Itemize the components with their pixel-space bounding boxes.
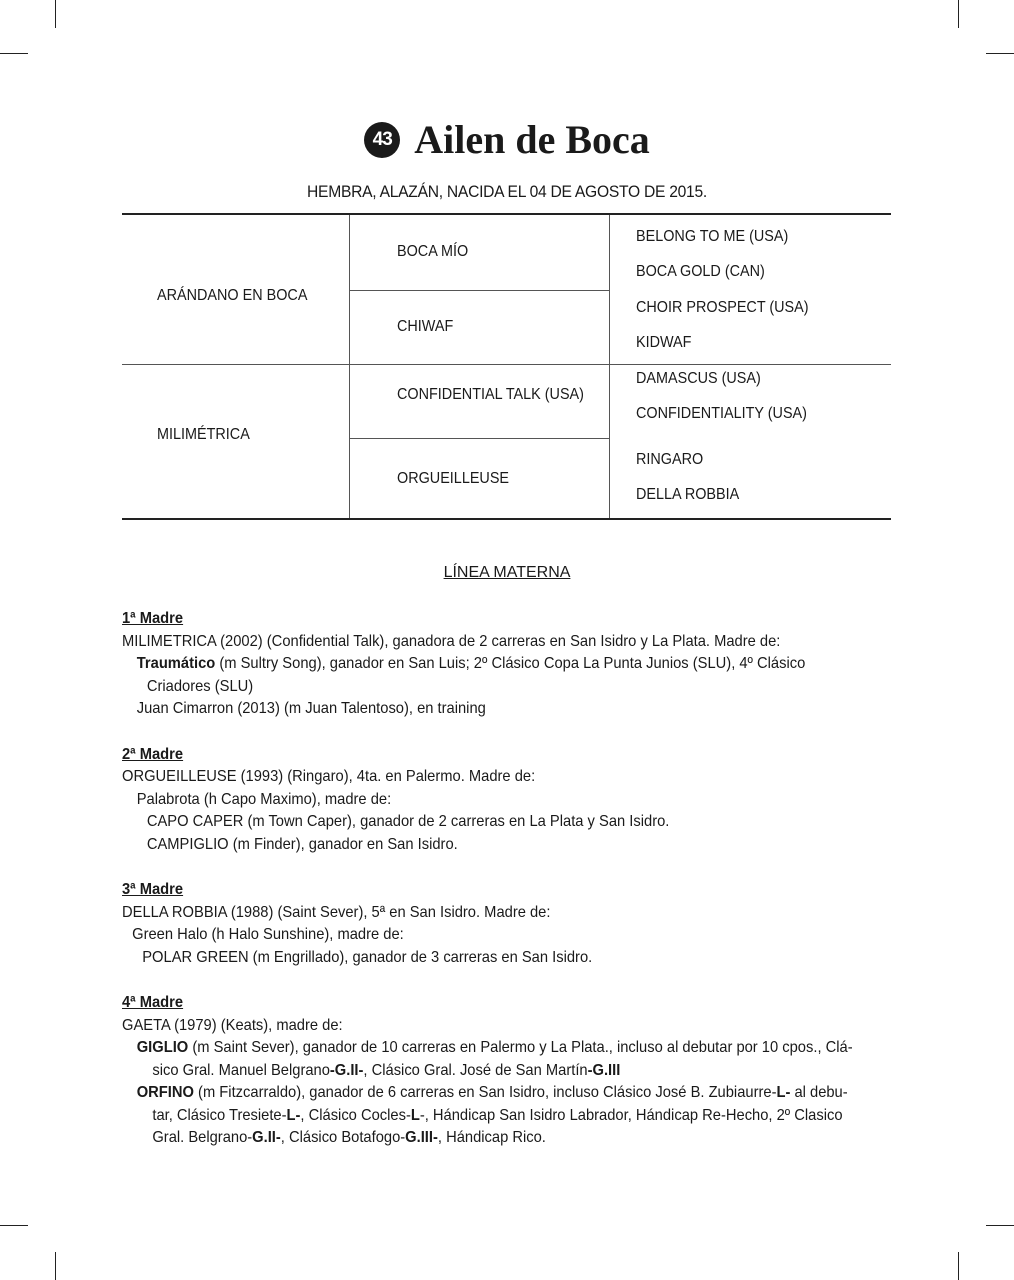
offspring-entry xyxy=(122,1037,853,1060)
offspring-text: sico Gral. Manuel Belgrano xyxy=(152,1061,330,1079)
crop-mark xyxy=(958,1252,959,1280)
pedigree-dam-dam: ORGUEILLEUSE xyxy=(397,470,510,487)
offspring-text: Gral. Belgrano- xyxy=(152,1129,253,1146)
offspring-text: , Clásico Gral. José de San Martín xyxy=(363,1061,588,1079)
offspring-text: al debu- xyxy=(790,1084,848,1101)
offspring-continuation xyxy=(122,1105,843,1128)
second-dam-heading: 2ª Madre xyxy=(122,745,184,763)
pedigree-gen3: CONFIDENTIALITY (USA) xyxy=(636,405,807,422)
offspring-entry xyxy=(122,653,840,676)
offspring-text: , Clásico Cocles- xyxy=(300,1106,411,1124)
pedigree-dam: MILIMÉTRICA xyxy=(157,426,250,443)
maternal-line-title: LÍNEA MATERNA xyxy=(443,564,571,581)
offspring-continuation xyxy=(122,1127,840,1150)
third-dam-heading: 3ª Madre xyxy=(122,881,184,898)
row-divider xyxy=(349,438,609,439)
pedigree-gen3: KIDWAF xyxy=(636,334,692,351)
second-dam-line: ORGUEILLEUSE (1993) (Ringaro), 4ta. en Palermo. Madre de: xyxy=(122,768,536,785)
column-divider xyxy=(349,215,350,518)
offspring-text: , Hándicap Rico. xyxy=(437,1129,546,1146)
offspring-entry: Palabrota (h Capo Maximo), madre de: xyxy=(136,790,392,808)
offspring-continuation xyxy=(122,1060,840,1083)
grade-label: -G.III xyxy=(587,1061,621,1079)
pedigree-table xyxy=(122,213,891,520)
pedigree-gen3: BELONG TO ME (USA) xyxy=(636,228,789,245)
first-dam-heading: 1ª Madre xyxy=(122,610,184,627)
offspring-text: -, Hándicap San Isidro Labrador, Hándicap Re-Hecho, 2º Clasico xyxy=(419,1106,843,1124)
pedigree-dam-sire: CONFIDENTIAL TALK (USA) xyxy=(397,386,584,403)
crop-mark xyxy=(0,53,28,54)
offspring-name: ORFINO xyxy=(136,1084,194,1101)
offspring-name: Traumático xyxy=(136,655,216,672)
grand-offspring-entry: CAPO CAPER (m Town Caper), ganador de 2 carreras en La Plata y San Isidro. xyxy=(146,813,670,830)
crop-mark xyxy=(0,1225,28,1226)
pedigree-sire: ARÁNDANO EN BOCA xyxy=(157,287,308,304)
offspring-text: (m Sultry Song), ganador en San Luis; 2º Clásico Copa La Punta Junios (SLU), 4º Clásico xyxy=(215,655,806,672)
offspring-entry xyxy=(122,1082,848,1105)
grade-label: L- xyxy=(776,1084,791,1101)
fourth-dam-line: GAETA (1979) (Keats), madre de: xyxy=(122,1016,343,1034)
offspring-text: (m Fitzcarraldo), ganador de 6 carreras en San Isidro, incluso Clásico José B. Zubiaurre- xyxy=(193,1084,777,1101)
pedigree-gen3: DAMASCUS (USA) xyxy=(636,370,761,387)
grand-offspring-entry: CAMPIGLIO (m Finder), ganador en San Isidro. xyxy=(146,835,458,853)
pedigree-sire-dam: CHIWAF xyxy=(397,318,454,335)
horse-description: HEMBRA, ALAZÁN, NACIDA EL 04 DE AGOSTO DE 2015. xyxy=(307,182,707,201)
offspring-name: GIGLIO xyxy=(136,1039,189,1056)
offspring-text: (m Saint Sever), ganador de 10 carreras en Palermo y La Plata., incluso al debutar por 10 cpos., Clá- xyxy=(188,1039,853,1056)
pedigree-gen3: DELLA ROBBIA xyxy=(636,486,740,503)
grade-label: G.II- xyxy=(252,1129,281,1146)
grade-label: G.III- xyxy=(405,1129,438,1146)
fourth-dam-heading: 4ª Madre xyxy=(122,994,184,1011)
column-divider xyxy=(609,215,610,518)
row-divider xyxy=(122,364,891,365)
grand-offspring-entry: POLAR GREEN (m Engrillado), ganador de 3 carreras en San Isidro. xyxy=(142,948,593,966)
offspring-entry: Green Halo (h Halo Sunshine), madre de: xyxy=(132,926,404,943)
crop-mark xyxy=(958,0,959,28)
spacer xyxy=(122,969,902,992)
third-dam-line: DELLA ROBBIA (1988) (Saint Sever), 5ª en San Isidro. Madre de: xyxy=(122,903,551,921)
table-rule-top xyxy=(122,213,891,215)
crop-mark xyxy=(986,53,1014,54)
crop-mark xyxy=(55,0,56,28)
lot-number-badge: 43 xyxy=(364,122,400,158)
horse-name: Ailen de Boca xyxy=(414,117,650,162)
crop-mark xyxy=(55,1252,56,1280)
lot-header xyxy=(0,114,1014,166)
pedigree-gen3: BOCA GOLD (CAN) xyxy=(636,263,765,280)
crop-mark xyxy=(986,1225,1014,1226)
table-rule-bottom xyxy=(122,518,891,520)
spacer xyxy=(122,856,902,879)
maternal-line-body xyxy=(122,608,902,1150)
offspring-entry: Juan Cimarron (2013) (m Juan Talentoso), en training xyxy=(136,700,486,717)
pedigree-gen3: CHOIR PROSPECT (USA) xyxy=(636,299,809,316)
first-dam-line: MILIMETRICA (2002) (Confidential Talk), ganadora de 2 carreras en San Isidro y La Plata. Madre de: xyxy=(122,632,781,650)
grade-label: -G.II- xyxy=(329,1061,364,1079)
grade-label: L xyxy=(410,1106,420,1124)
grade-label: L- xyxy=(286,1106,301,1124)
offspring-text: , Clásico Botafogo- xyxy=(280,1129,406,1146)
spacer xyxy=(122,721,902,744)
offspring-continuation: Criadores (SLU) xyxy=(146,677,254,695)
offspring-text: tar, Clásico Tresiete- xyxy=(152,1106,287,1124)
pedigree-sire-sire: BOCA MÍO xyxy=(397,243,469,260)
pedigree-gen3: RINGARO xyxy=(636,451,704,468)
row-divider xyxy=(349,290,609,291)
